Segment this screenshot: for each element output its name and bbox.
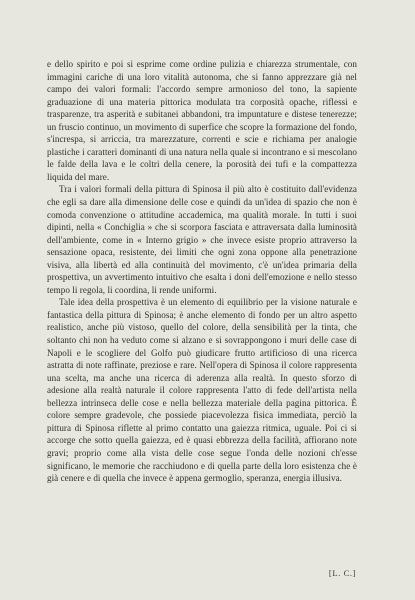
author-signature: [L. C.]: [328, 568, 356, 578]
paragraph-1: e dello spirito e poi si esprime come ordine pulizia e chiarezza strumentale, con immagini cariche di una loro vitalità autonoma, che si fanno apprezzare già nel campo dei valori formali: l'accordo sempre armonioso del tono, la sapiente graduazione di una materia pittorica modulata tra corposità opache, riflessi e trasparenze, tra asperità e subitanei abbandoni, tra impuntature e distese tenerezze; un fruscio continuo, un movimento di superfice che scopre la formazione del fondo, s'increspa, si arriccia, tra marezzature, correnti e scie e richiama per analogie plastiche i caratteri dominanti di una natura nella quale si incontrano e si mescolano le falde della lava e le coltri della cenere, la porosità dei tufi e la compattezza liquida del mare.: [47, 59, 357, 182]
paragraph-3: Tale idea della prospettiva è un elemento di equilibrio per la visione naturale e fantastica della pittura di Spinosa; è anche elemento di fondo per un altro aspetto realistico, anche più vistoso, quello del colore, della sensibilità per la tinta, che soltanto chi non ha veduto come si alzano e si sovrappongono i muri delle case di Napoli e le scogliere del Golfo può giudicare frutto artificioso di una ricerca astratta di note raffinate, preziose e rare. Nell'opera di Spinosa il colore rappresenta una scelta, ma anche una ricerca di aderenza alla realtà. In questo sforzo di adesione alla realtà naturale il colore rappresenta l'atto di fede dell'artista nella bellezza intrinseca delle cose e nella bellezza materiale della pagina pittorica. È colore sempre gradevole, che possiede piacevolezza fisica immediata, perciò la pittura di Spinosa riflette al primo contatto una gaiezza ritmica, uguale. Poi ci si accorge che sotto quella gaiezza, ed è quasi ebbrezza della facilità, affiorano note gravi; proprio come alla vista delle cose segue l'onda delle nozioni ch'esse significano, le memorie che racchiudono e di quella parte della loro esistenza che è già cenere e di quella che invece è appena germoglio, speranza, energia illusiva.: [47, 297, 357, 484]
body-text: [47, 58, 357, 485]
paragraph-2: Tra i valori formali della pittura di Spinosa il più alto è costituito dall'evidenza che egli sa dare alla dimensione delle cose e quindi da un'idea di spazio che non è comoda convenzione o attitudine accademica, ma qualità morale. In tutti i suoi dipinti, nella « Conchiglia » che si scorpora fasciata e attraversata dalla luminosità dell'ambiente, come in « Interno grigio » che invece esiste proprio attraverso la sensazione opaca, resistente, dei limiti che ogni zona oppone alla penetrazione visiva, alla libertà ed alla continuità del movimento, c'è un'idea primaria della prospettiva, un avvertimento intuitivo che esalta i doni dell'emozione e nello stesso tempo li regola, li coordina, li rende uniformi.: [47, 184, 357, 295]
